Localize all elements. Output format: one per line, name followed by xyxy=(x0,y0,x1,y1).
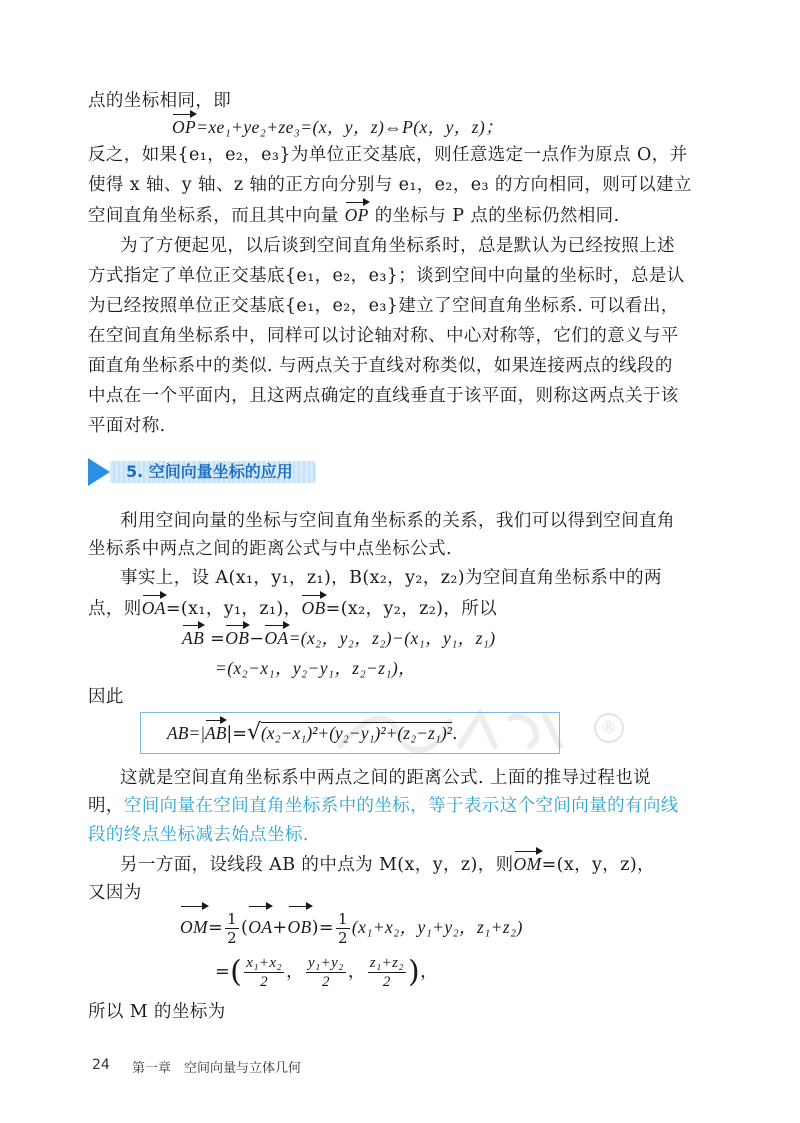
frac-num: 1 xyxy=(337,910,348,928)
text-line: 面直角坐标系中的类似. 与两点关于直线对称类似，如果连接两点的线段的 xyxy=(88,356,673,376)
vector-oa: OA xyxy=(142,594,166,622)
vector-om: OM xyxy=(180,905,208,949)
text-line: 因此 xyxy=(88,687,124,707)
text-line: 为已经按照单位正交基底{e₁，e₂，e₃}建立了空间直角坐标系. 可以看出， xyxy=(88,296,679,316)
chevron-right-icon xyxy=(88,458,110,486)
text-line: 平面对称. xyxy=(88,416,166,436)
left-paren-icon: ( xyxy=(230,954,243,990)
formula-op-body: =xe₁+ye₂+ze₃=(x，y，z)⇔P(x，y，z)； xyxy=(196,117,503,137)
text-line: 为了方便起见，以后谈到空间直角坐标系时，总是默认为已经按照上述 xyxy=(120,236,675,256)
text-span: =(x₁，y₁，z₁)， xyxy=(165,599,302,619)
formula-om-result: =( $\frac{\text{x₁+x₂}}{2}$ ， $\frac{\text{y₁+y₂}}{2}$ ， $\frac{\text{z₁+z₂}}{2}$ )， xyxy=(215,954,438,990)
text-span: =(x，y，z)， xyxy=(541,855,655,875)
text-line: 这就是空间直角坐标系中两点之间的距离公式. 上面的推导过程也说 xyxy=(120,768,652,788)
vector-oa: OA xyxy=(248,905,272,949)
frac-den: 2 xyxy=(382,974,391,990)
distance-formula-box xyxy=(140,712,560,754)
distance-formula xyxy=(167,719,458,748)
fraction-y xyxy=(306,954,346,991)
chapter-title: 第一章 空间向量与立体几何 xyxy=(132,1061,302,1076)
formula-radicand: (x₂−x₁)²+(y₂−y₁)²+(z₂−z₁)² xyxy=(260,723,452,743)
text-line: 利用空间向量的坐标与空间直角坐标系的关系，我们可以得到空间直角 xyxy=(120,511,675,531)
frac-num: z₁+z₂ xyxy=(369,955,404,971)
text-line: 又因为 xyxy=(88,883,142,903)
frac-num: x₁+x₂ xyxy=(246,955,283,971)
vector-ob: OB xyxy=(225,624,249,652)
registered-mark-icon: ® xyxy=(594,713,624,743)
vector-ab: AB xyxy=(205,719,226,747)
frac-num: 1 xyxy=(227,910,238,928)
text-line: 事实上，设 A(x₁，y₁，z₁)，B(x₂，y₂，z₂)为空间直角坐标系中的两 xyxy=(120,568,662,588)
section-heading xyxy=(88,458,320,486)
text-line: 点的坐标相同，即 xyxy=(88,91,232,111)
vector-om: OM xyxy=(514,850,542,878)
frac-den: 2 xyxy=(321,974,330,990)
text-line: 使得 x 轴、y 轴、z 轴的正方向分别与 e₁，e₂，e₃ 的方向相同，则可以建立 xyxy=(88,175,692,195)
formula-op xyxy=(172,113,797,142)
text-span: =(x₂，y₂，z₂)，所以 xyxy=(325,599,498,619)
formula-om: OM= $\frac{1}{2}$ (OA+OB)= $\frac{1}{2}$ (x₁+x₂，y₁+y₂，z₁+z₂) xyxy=(180,905,800,950)
sqrt-icon: √ xyxy=(246,720,261,745)
text-line xyxy=(88,792,713,820)
fraction-half xyxy=(336,910,350,947)
formula-ab: AB =OB−OA=(x₂，y₂，z₂)−(x₁，y₁，z₁) xyxy=(182,624,800,653)
frac-den: 2 xyxy=(260,974,269,990)
frac-num: y₁+y₂ xyxy=(307,955,344,971)
text-line xyxy=(88,201,713,230)
text-line: 在空间直角坐标系中，同样可以讨论轴对称、中心对称等，它们的意义与平 xyxy=(88,326,679,346)
frac-den: 2 xyxy=(337,929,348,947)
page-number: 24 xyxy=(92,1057,110,1073)
formula-end: . xyxy=(451,724,458,744)
highlight-text: 空间向量在空间直角坐标系中的坐标，等于表示这个空间向量的有向线 xyxy=(123,796,679,816)
text-line xyxy=(120,850,745,879)
right-paren-icon: ) xyxy=(407,954,421,990)
text-span: 的坐标与 P 点的坐标仍然相同. xyxy=(374,206,620,226)
text-line: 中点在一个平面内，且这两点确定的直线垂直于该平面，则称这两点关于该 xyxy=(88,386,679,406)
formula-mid: |= xyxy=(226,724,247,744)
fraction-x xyxy=(244,954,284,991)
highlight-text: 段的终点坐标减去始点坐标. xyxy=(88,825,309,845)
formula-lhs: AB=| xyxy=(167,723,205,743)
vector-ab: AB xyxy=(182,624,204,652)
text-span: 点，则 xyxy=(88,599,142,619)
text-line xyxy=(88,594,713,623)
frac-den: 2 xyxy=(227,929,238,947)
vector-op: OP xyxy=(172,113,196,141)
vector-op-inline: OP xyxy=(345,201,369,229)
vector-ob: OB xyxy=(288,905,312,949)
text-span: 另一方面，设线段 AB 的中点为 M(x，y，z)，则 xyxy=(120,855,514,875)
text-line: 所以 M 的坐标为 xyxy=(88,1002,226,1022)
text-line: 坐标系中两点之间的距离公式与中点坐标公式. xyxy=(88,539,452,559)
formula-ab-result: =(x₂−x₁，y₂−y₁，z₂−z₁)， xyxy=(215,658,416,678)
formula-ab-rhs: =(x₂，y₂，z₂)−(x₁，y₁，z₁) xyxy=(288,628,496,648)
fraction-half xyxy=(225,910,239,947)
text-span: 空间直角坐标系，而且其中向量 xyxy=(88,206,339,226)
text-line: 反之，如果{e₁，e₂，e₃}为单位正交基底，则任意选定一点作为原点 O，并 xyxy=(88,145,688,165)
section-title: 5. 空间向量坐标的应用 xyxy=(126,462,293,481)
vector-ob: OB xyxy=(301,594,325,622)
vector-oa: OA xyxy=(264,624,288,652)
text-span: 明， xyxy=(88,796,124,816)
fraction-z xyxy=(368,954,406,991)
formula-om-tail: (x₁+x₂，y₁+y₂，z₁+z₂) xyxy=(351,917,523,937)
text-line: 方式指定了单位正交基底{e₁，e₂，e₃}；谈到空间中向量的坐标时，总是认 xyxy=(88,266,685,286)
